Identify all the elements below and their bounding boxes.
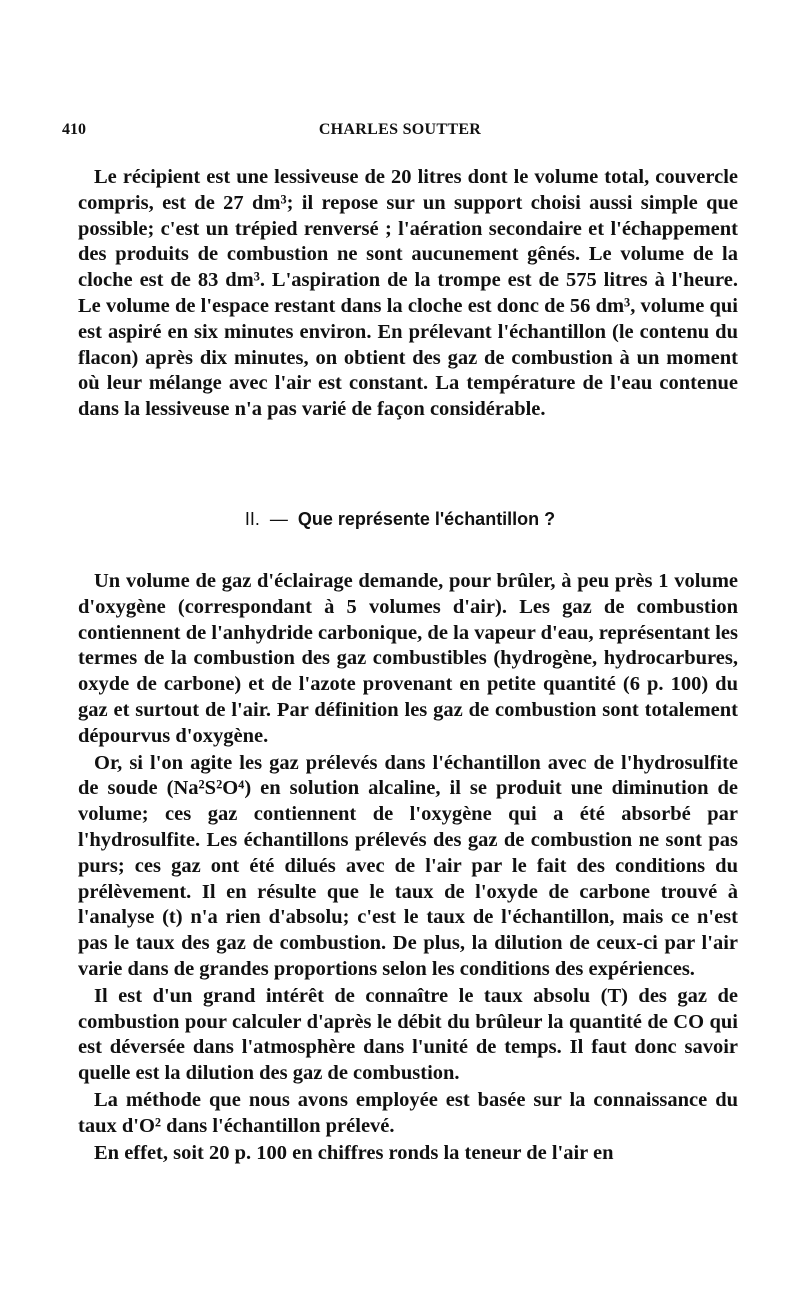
body-paragraph: La méthode que nous avons employée est basée sur la connaissance du taux d'O² dans l'échantillon prélevé.	[78, 1088, 738, 1137]
running-title: CHARLES SOUTTER	[318, 121, 482, 138]
section-number: II.	[244, 509, 260, 529]
body-paragraph: Il est d'un grand intérêt de connaître le taux absolu (T) des gaz de combustion pour calculer d'après le débit du brûleur la quantité de CO qui est déversée dans l'atmosphère dans l'unité de temps. Il faut donc savoir quelle est la dilution des gaz de combustion.	[78, 984, 738, 1085]
page-header	[62, 121, 738, 147]
body-paragraph: Or, si l'on agite les gaz prélevés dans l'échantillon avec de l'hydrosulfite de soude (Na²S²O⁴) en solution alcaline, il se produit une diminution de volume; ces gaz contiennent de l'oxygène qui a été absorbé par l'hydrosulfite. Les échantillons prélevés des gaz de combustion ne sont pas purs; ces gaz ont été dilués avec de l'air par le fait des conditions du prélèvement. Il en résulte que le taux de l'oxyde de carbone trouvé à l'analyse (t) n'a rien d'absolu; c'est le taux de l'échantillon, mais ce n'est pas le taux des gaz de combustion. De plus, la dilution de ceux-ci par l'air varie dans de grandes proportions selon les conditions des expériences.	[78, 751, 738, 980]
section-heading	[0, 509, 800, 530]
section-dash: —	[269, 509, 288, 529]
body-paragraph: En effet, soit 20 p. 100 en chiffres ronds la teneur de l'air en	[94, 1141, 614, 1164]
intro-section	[78, 165, 738, 423]
section-body	[78, 569, 738, 1166]
page-number: 410	[62, 121, 86, 138]
body-paragraph: Un volume de gaz d'éclairage demande, pour brûler, à peu près 1 volume d'oxygène (correspondant à 5 volumes d'air). Les gaz de combustion contiennent de l'anhydride carbonique, de la vapeur d'eau, représentant les termes de la combustion des gaz combustibles (hydrogène, hydrocarbures, oxyde de carbone) et de l'azote provenant en petite quantité (6 p. 100) du gaz et surtout de l'air. Par définition les gaz de combustion sont totalement dépourvus d'oxygène.	[78, 570, 738, 747]
section-title: Que représente l'échantillon ?	[297, 509, 556, 529]
intro-paragraph: Le récipient est une lessiveuse de 20 litres dont le volume total, couvercle compris, est de 27 dm³; il repose sur un support choisi aussi simple que possible; c'est un trépied renversé ; l'aération secondaire et l'échappement des produits de combustion ne sont aucunement gênés. Le volume de la cloche est de 83 dm³. L'aspiration de la trompe est de 575 litres à l'heure. Le volume de l'espace restant dans la cloche est donc de 56 dm³, volume qui est aspiré en six minutes environ. En prélevant l'échantillon (le contenu du flacon) après dix minutes, on obtient des gaz de combustion à un moment où leur mélange avec l'air est constant. La température de l'eau contenue dans la lessiveuse n'a pas varié de façon considérable.	[78, 166, 738, 421]
